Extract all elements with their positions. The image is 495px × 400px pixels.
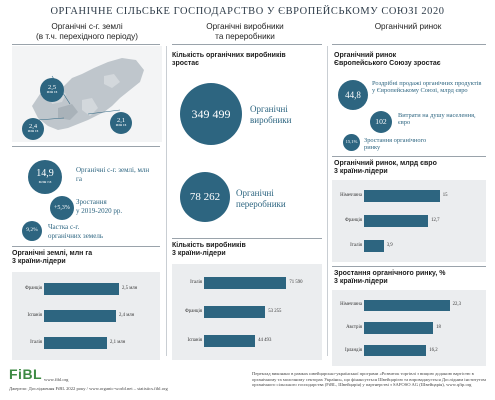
bar-value: 18 bbox=[436, 325, 441, 330]
bar-label: Італія bbox=[190, 279, 202, 285]
area-label: Органічні с-г. землі, млн га bbox=[76, 166, 150, 183]
bar-label: Іспанія bbox=[187, 338, 202, 344]
chart-producers bbox=[172, 264, 322, 360]
chart1-title: Органічні землі, млн га 3 країни-лідери bbox=[12, 250, 93, 265]
bar-label: Німеччина bbox=[340, 193, 362, 199]
map-stat-france: 2,5 млн га bbox=[40, 78, 64, 102]
bar-label: Німеччина bbox=[340, 302, 362, 308]
col2-heading: Органічні виробники та переробники bbox=[206, 22, 284, 41]
fibl-logo: FiBL bbox=[9, 366, 43, 382]
bar-value: 2,1 млн bbox=[110, 339, 126, 345]
chart4-title: Зростання органічного ринку, % 3 країни-лідери bbox=[334, 270, 446, 285]
share-label: Частка с-г. органічних земель bbox=[48, 223, 104, 240]
bar bbox=[204, 277, 286, 289]
bar bbox=[364, 190, 440, 202]
column-divider bbox=[327, 46, 328, 356]
market-circle: 44,8 bbox=[338, 80, 368, 110]
producers-title: Кількість органічних виробників зростає bbox=[172, 52, 286, 67]
bar-value: 53 255 bbox=[268, 309, 282, 314]
bar-value: 15 bbox=[442, 193, 448, 199]
bar-label: Франція bbox=[345, 218, 362, 223]
percap-label: Витрати на душу населення, євро bbox=[398, 112, 476, 127]
bar-value: 3,9 bbox=[386, 242, 393, 248]
market-label: Роздрібні продажі органічних продуктів у Європейському Союзі, млрд євро bbox=[372, 80, 482, 95]
processors-circle: 78 262 bbox=[180, 172, 230, 222]
bar-label: Іспанія bbox=[27, 313, 42, 318]
divider bbox=[332, 44, 486, 45]
bar-value: 12,7 bbox=[431, 218, 440, 223]
bar bbox=[44, 283, 119, 295]
share-label: Зростання органічного ринку bbox=[364, 137, 427, 152]
source-text: Джерело: Дослідження FiBL 2022 року / www.organic-world.net – statistics.fibl.org bbox=[9, 386, 168, 391]
bar-value: 22,3 bbox=[452, 302, 462, 308]
divider bbox=[12, 246, 160, 247]
bar bbox=[204, 335, 255, 347]
bar-value: 2,4 млн bbox=[119, 313, 135, 318]
bar-value: 44 493 bbox=[258, 338, 272, 344]
bar-label: Франція bbox=[25, 286, 42, 292]
fibl-website[interactable]: www.fibl.org bbox=[44, 377, 69, 382]
growth-label: Зростання у 2019-2020 рр. bbox=[76, 198, 123, 215]
bar bbox=[364, 240, 384, 252]
market-intro: Органічний ринок Європейського Союзу зростає bbox=[334, 52, 441, 67]
processors-label: Органічні переробники bbox=[236, 188, 286, 209]
bar-label: Італія bbox=[350, 242, 362, 248]
divider bbox=[332, 266, 486, 267]
map-stat-italy: 2,1 млн га bbox=[110, 112, 132, 134]
chart-organic-land bbox=[12, 272, 160, 360]
col1-heading: Органічні с-г. землі (в т.ч. перехідного періоду) bbox=[36, 22, 138, 41]
percap-circle: 102 bbox=[370, 111, 392, 133]
growth-circle: +5,3% bbox=[50, 196, 74, 220]
chart3-title: Органічний ринок, млрд євро 3 країни-лідери bbox=[334, 160, 437, 175]
bar-value: 71 590 bbox=[289, 279, 303, 285]
bar bbox=[204, 306, 265, 318]
bar bbox=[364, 300, 450, 311]
area-circle: 14,9 млн га bbox=[28, 160, 62, 194]
bar-label: Франція bbox=[185, 309, 202, 314]
divider bbox=[12, 146, 160, 147]
bar-label: Австрія bbox=[346, 325, 362, 330]
share-circle: 15,1% bbox=[343, 134, 360, 151]
bar-value: 16,2 bbox=[429, 347, 438, 353]
chart2-title: Кількість виробників 3 країни-лідери bbox=[172, 242, 246, 257]
producers-circle: 349 499 bbox=[180, 83, 242, 145]
bar bbox=[364, 215, 428, 227]
column-divider bbox=[166, 46, 167, 356]
bar bbox=[364, 345, 426, 356]
map-stat-spain: 2,4 млн га bbox=[22, 118, 44, 140]
chart-market-growth bbox=[332, 290, 486, 366]
bar-value: 2,5 млн bbox=[122, 286, 138, 292]
divider bbox=[332, 156, 486, 157]
producers-label: Органічні виробники bbox=[250, 104, 292, 125]
chart-market-value bbox=[332, 180, 486, 262]
bar bbox=[364, 322, 433, 333]
page-title: ОРГАНІЧНЕ СІЛЬСЬКЕ ГОСПОДАРСТВО У ЄВРОПЕЙСЬКОМУ СОЮЗІ 2020 bbox=[50, 6, 445, 17]
divider bbox=[172, 238, 322, 239]
bar bbox=[44, 337, 107, 349]
translation-note: Переклад виконано в рамках швейцарсько-української програми «Розвиток торгівлі з вищою доданою вартістю в органічному та молочному секторах України», що фінансується Швейцарією та впроваджується Дослідним інститутом органічного сільського господарства (FiBL, Швейцарія) у партнерстві з SAFOSO AG (Швейцарія), www.qftp.org bbox=[252, 371, 486, 388]
bar bbox=[44, 310, 116, 322]
col3-heading: Органічний ринок bbox=[374, 22, 442, 31]
divider bbox=[172, 44, 322, 45]
bar-label: Італія bbox=[30, 339, 42, 345]
bar-label: Ірландія bbox=[344, 347, 362, 353]
share-circle: 9,2% bbox=[22, 221, 42, 241]
divider bbox=[12, 44, 160, 45]
